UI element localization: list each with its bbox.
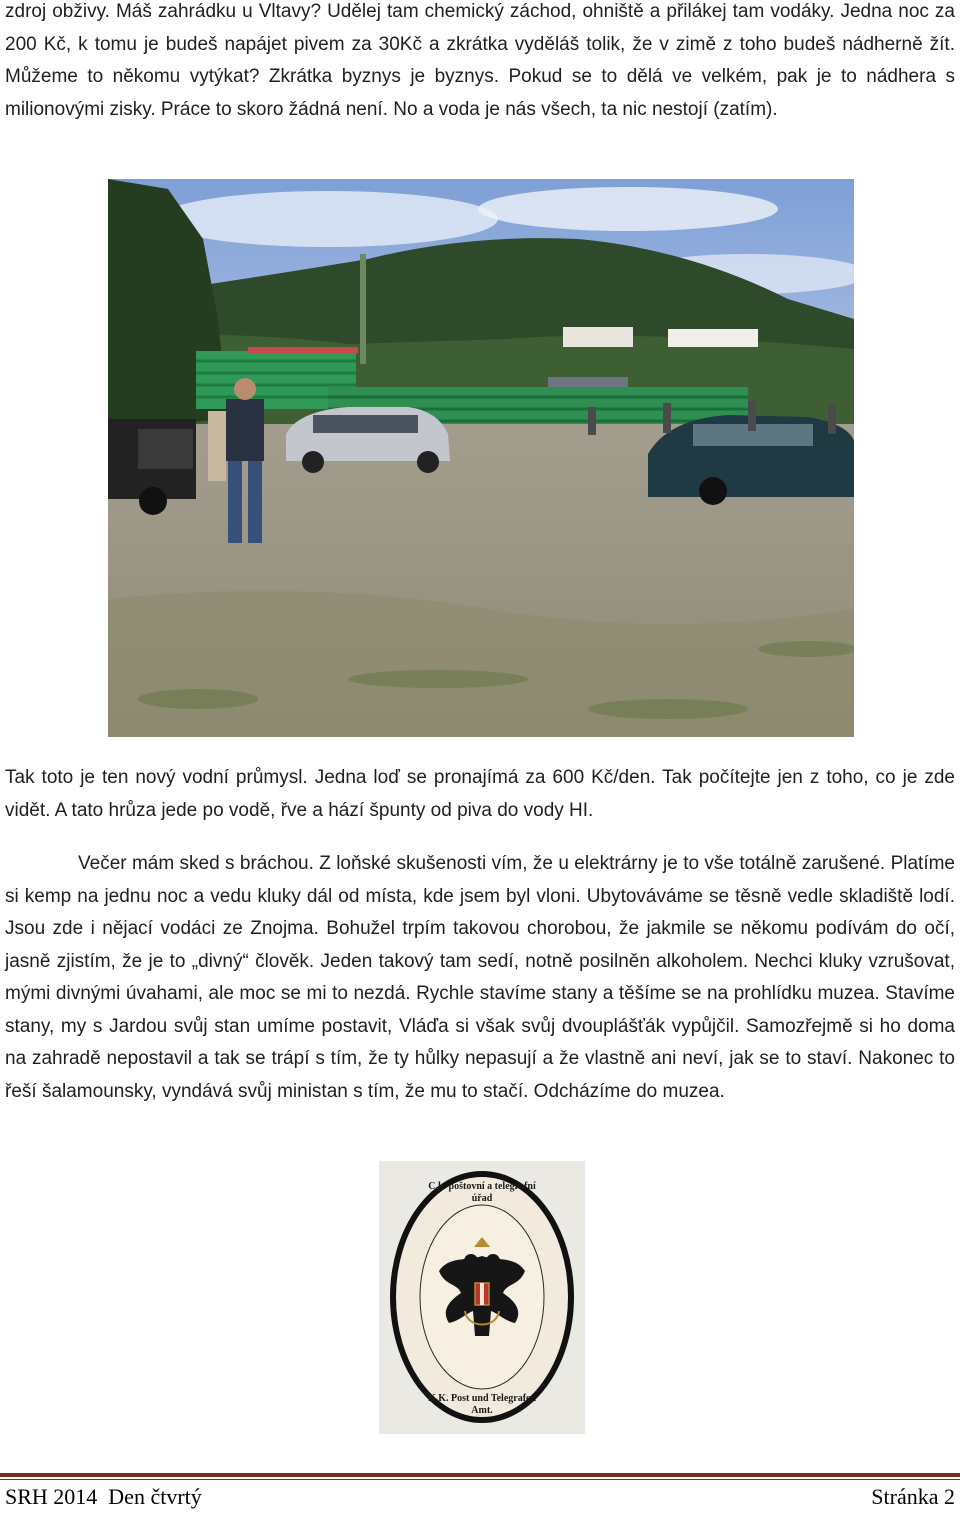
intro-paragraph: zdroj obživy. Máš zahrádku u Vltavy? Udělej tam chemický záchod, ohniště a přilákej tam vodáky. Jedna noc za 200 Kč, k tomu je budeš napájet pivem za 30Kč a zkrátka vyděláš tolik, že v zimě z toho budeš nádherně žít. Můžeme to někomu vytýkat? Zkrátka byznys je byznys. Pokud se to dělá ve velkém, pak je to nádhera s milionovými zisky. Práce to skoro žádná není. No a voda je nás všech, ta nic nestojí (zatím). bbox=[5, 1, 955, 120]
page-number: Stránka 2 bbox=[871, 1484, 955, 1509]
footer-rule-thin bbox=[0, 1479, 960, 1480]
footer-rule bbox=[0, 1473, 960, 1477]
footer-title: SRH 2014 Den čtvrtý bbox=[5, 1484, 202, 1509]
post-office-sign-photo bbox=[379, 1161, 585, 1434]
boat-yard-photo bbox=[108, 179, 854, 737]
photo-caption-paragraph: Tak toto je ten nový vodní průmysl. Jedna loď se pronajímá za 600 Kč/den. Tak počítejte jen z toho, co je zde vidět. A tato hrůza jede po vodě, řve a hází špunty od piva do vody HI. bbox=[5, 767, 955, 821]
evening-paragraph: Večer mám sked s bráchou. Z loňské skušenosti vím, že u elektrárny je to vše totálně zarušené. Platíme si kemp na jednu noc a vedu kluky dál od místa, kde jsem byl vloni. Ubytováváme se těsně vedle skladiště lodí. Jsou zde i nějací vodáci ze Znojma. Bohužel trpím takovou chorobou, že jakmile se někomu podívám do očí, jasně zjistím, že je to „divný“ člověk. Jeden takový tam sedí, notně posilněn alkoholem. Nechci kluky vzrušovat, mými divnými úvahami, ale moc se mi to nezdá. Rychle stavíme stany a těšíme se na prohlídku muzea. Stavíme stany, my s Jardou svůj stan umíme postavit, Vláďa si však svůj dvouplášťák vypůjčil. Samozřejmě si ho doma na zahradě nepostavil a tak se trápí s tím, že ty hůlky nepasují a že vlastně ani neví, jak se to staví. Nakonec to řeší šalamounsky, vyndává svůj ministan s tím, že mu to stačí. Odcházíme do muzea. bbox=[5, 853, 955, 1102]
sign-bottom-text: K.K. Post und Telegrafen Amt. bbox=[427, 1393, 537, 1416]
sign-top-text: C.k. poštovní a telegrafní úřad bbox=[428, 1181, 536, 1204]
